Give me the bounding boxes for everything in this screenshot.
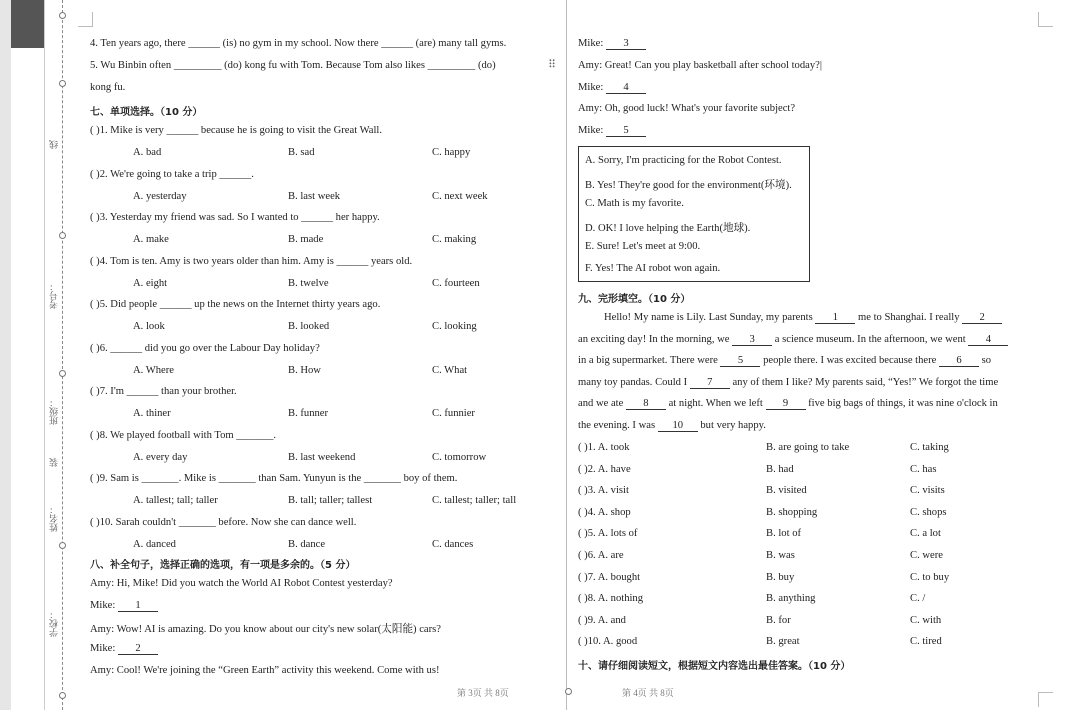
speaker-label: Mike:: [90, 643, 118, 654]
question-stem: ( )6. ______ did you go over the Labour Day holiday?: [90, 342, 320, 354]
option-item: A. Sorry, I'm practicing for the Robot Contest.: [585, 155, 782, 166]
answer-option-c[interactable]: C. next week: [432, 190, 488, 202]
answer-option-a[interactable]: A. danced: [133, 538, 176, 550]
dialog-line: [90, 643, 158, 655]
page-divider: [566, 0, 567, 710]
dashed-cut-line: [62, 0, 63, 710]
binding-gutter: [44, 0, 75, 710]
passage-text: the evening. I was: [578, 420, 658, 431]
question-stem: ( )3. Yesterday my friend was sad. So I wanted to ______ her happy.: [90, 212, 380, 223]
cloze-option-c[interactable]: C. a lot: [910, 528, 941, 540]
cloze-option-a[interactable]: ( )1. A. took: [578, 442, 630, 453]
answer-blank[interactable]: 2: [962, 312, 1002, 324]
passage-text: Hello! My name is Lily. Last Sunday, my parents: [604, 312, 816, 323]
answer-option-a[interactable]: A. bad: [133, 147, 162, 158]
answer-blank[interactable]: 4: [606, 82, 646, 94]
answer-blank[interactable]: 1: [815, 312, 855, 324]
section-7-title: 七、单项选择。（10 分）: [90, 107, 203, 118]
dialog-line: [578, 60, 822, 71]
answer-blank[interactable]: 5: [606, 125, 646, 137]
answer-option-b[interactable]: B. funner: [288, 408, 329, 419]
question-stem: ( )10. Sarah couldn't _______ before. Now she can dance well.: [90, 516, 357, 528]
question-stem: ( )4. Tom is ten. Amy is two years older than him. Amy is ______ years old.: [90, 255, 413, 267]
passage-text: in a big supermarket. There were: [578, 355, 721, 367]
cloze-option-a[interactable]: ( )6. A. are: [578, 550, 624, 561]
answer-option-a[interactable]: A. yesterday: [133, 190, 187, 202]
answer-blank[interactable]: 4: [968, 334, 1008, 346]
passage-line: [578, 420, 766, 432]
gutter-label-class: 班级：: [49, 398, 59, 425]
answer-option-b[interactable]: B. last weekend: [288, 451, 356, 463]
option-item: C. Math is my favorite.: [585, 198, 684, 209]
cloze-option-b[interactable]: B. lot of: [766, 528, 802, 540]
passage-text: me to Shanghai. I really: [855, 312, 963, 323]
gutter-dot-icon: [59, 12, 66, 19]
text-cursor: |: [819, 60, 822, 71]
answer-option-c[interactable]: C. happy: [432, 147, 471, 158]
section-10-title: 十、请仔细阅读短文，根据短文内容选出最佳答案。（10 分）: [578, 661, 851, 672]
cloze-option-a[interactable]: ( )7. A. bought: [578, 571, 641, 583]
section-9-title: 九、完形填空。（10 分）: [578, 294, 691, 305]
answer-option-b[interactable]: B. How: [288, 364, 321, 376]
answer-blank[interactable]: 8: [626, 398, 666, 410]
dialog-line: Amy: Wow! AI is amazing. Do you know about our city's new solar(太阳能) cars?: [90, 624, 441, 635]
answer-option-c[interactable]: C. making: [432, 234, 477, 245]
answer-blank[interactable]: 3: [732, 334, 772, 346]
gutter-label-school: 学校：: [49, 610, 59, 637]
cloze-option-b[interactable]: B. great: [766, 636, 800, 648]
cloze-option-c[interactable]: C. has: [910, 463, 937, 475]
passage-text: people there. I was excited because there: [760, 355, 940, 367]
cloze-option-c[interactable]: C. visits: [910, 485, 945, 497]
passage-text: but very happy.: [697, 420, 766, 431]
answer-option-c[interactable]: C. funnier: [432, 408, 475, 419]
question-stem: ( )8. We played football with Tom _______.: [90, 429, 277, 441]
page-number: 第 4页 共 8页: [622, 688, 674, 698]
question-stem: ( )7. I'm ______ than your brother.: [90, 386, 237, 397]
answer-option-b[interactable]: B. dance: [288, 538, 326, 550]
cloze-option-a[interactable]: ( )4. A. shop: [578, 506, 631, 518]
cloze-option-c[interactable]: C. with: [910, 614, 942, 626]
answer-option-a[interactable]: A. eight: [133, 277, 168, 289]
answer-blank[interactable]: 3: [606, 38, 646, 50]
answer-option-c[interactable]: C. looking: [432, 321, 477, 332]
answer-option-a[interactable]: A. make: [133, 234, 169, 245]
passage-line: [578, 334, 1008, 346]
passage-line: [578, 312, 1002, 324]
dialog-line: Amy: Oh, good luck! What's your favorite subject?: [578, 103, 796, 114]
passage-text: at night. When we left: [665, 398, 766, 410]
passage-text: an exciting day! In the morning, we: [578, 333, 733, 345]
page-4: [570, 0, 1050, 710]
answer-blank[interactable]: 6: [939, 355, 979, 367]
cloze-option-c[interactable]: C. /: [910, 593, 926, 605]
cloze-option-c[interactable]: C. shops: [910, 506, 947, 518]
passage-text: many toy pandas. Could I: [578, 376, 690, 388]
cloze-option-b[interactable]: B. had: [766, 463, 794, 475]
gutter-label-exam-number: 考号：: [49, 282, 59, 309]
exercise-line: 4. Ten years ago, there ______ (is) no gym in my school. Now there ______ (are) many tall gyms.: [90, 38, 507, 49]
answer-option-c[interactable]: C. dances: [432, 538, 474, 550]
gutter-label-name: 姓名：: [49, 505, 59, 532]
cloze-option-b[interactable]: B. was: [766, 550, 795, 561]
page-join-dot-icon: [565, 688, 572, 695]
page-3: [90, 0, 560, 710]
cloze-option-b[interactable]: B. are going to take: [766, 442, 850, 453]
passage-text: five big bags of things, it was nine o'clock in: [805, 398, 998, 410]
answer-option-a[interactable]: A. every day: [133, 451, 188, 463]
answer-option-c[interactable]: C. What: [432, 364, 468, 376]
question-stem: ( )2. We're going to take a trip ______.: [90, 168, 254, 180]
dialog-line: [578, 125, 646, 137]
answer-option-b[interactable]: B. tall; taller; tallest: [288, 495, 373, 506]
cloze-option-a[interactable]: ( )8. A. nothing: [578, 593, 644, 605]
gutter-dot-icon: [59, 692, 66, 699]
answer-option-a[interactable]: A. tallest; tall; taller: [133, 495, 218, 506]
cloze-option-c[interactable]: C. to buy: [910, 571, 950, 583]
answer-option-b[interactable]: B. made: [288, 234, 324, 245]
answer-option-c[interactable]: C. tallest; taller; tall: [432, 495, 517, 506]
cloze-option-b[interactable]: B. shopping: [766, 506, 818, 518]
gutter-label-bind: 装: [49, 458, 59, 467]
dialog-line: [90, 600, 158, 612]
answer-blank[interactable]: 1: [118, 600, 158, 612]
dialog-line: [578, 38, 646, 50]
passage-text: any of them I like? My parents said, “Yes!” We forgot the time: [729, 376, 999, 388]
gutter-dot-icon: [59, 542, 66, 549]
cloze-option-a[interactable]: ( )5. A. lots of: [578, 528, 638, 540]
answer-blank[interactable]: 7: [690, 377, 730, 389]
answer-option-b[interactable]: B. twelve: [288, 277, 329, 289]
option-item: D. OK! I love helping the Earth(地球).: [585, 223, 751, 234]
cloze-option-b[interactable]: B. visited: [766, 485, 807, 497]
cloze-option-a[interactable]: ( )3. A. visit: [578, 485, 629, 497]
options-box: [578, 146, 810, 282]
answer-option-a[interactable]: A. look: [133, 321, 165, 332]
passage-line: [578, 377, 998, 389]
answer-option-b[interactable]: B. sad: [288, 147, 315, 158]
passage-text: a science museum. In the afternoon, we went: [772, 333, 969, 345]
speaker-label: Mike:: [578, 82, 606, 93]
scroll-region-light: [11, 48, 44, 710]
question-stem: ( )5. Did people ______ up the news on the Internet thirty years ago.: [90, 299, 381, 310]
speaker-label: Mike:: [578, 38, 606, 49]
answer-option-b[interactable]: B. looked: [288, 321, 330, 332]
dialog-text: Amy: Great! Can you play basketball after school today?: [578, 60, 820, 71]
gutter-dot-icon: [59, 370, 66, 377]
answer-option-a[interactable]: A. thiner: [133, 408, 171, 419]
exercise-line: 5. Wu Binbin often _________ (do) kong fu with Tom. Because Tom also likes _________ (do): [90, 60, 496, 71]
answer-blank[interactable]: 2: [118, 643, 158, 655]
gutter-label-line: 线: [49, 140, 59, 149]
exercise-line: kong fu.: [90, 82, 126, 93]
page-number: 第 3页 共 8页: [457, 688, 509, 698]
cloze-option-b[interactable]: B. buy: [766, 571, 795, 583]
answer-option-c[interactable]: C. tomorrow: [432, 451, 487, 463]
answer-option-a[interactable]: A. Where: [133, 364, 174, 376]
dialog-line: Amy: Hi, Mike! Did you watch the World AI Robot Contest yesterday?: [90, 578, 393, 589]
cloze-option-b[interactable]: B. anything: [766, 593, 816, 605]
left-margin-bar: [0, 0, 44, 710]
cloze-option-c[interactable]: C. taking: [910, 442, 949, 453]
option-item: F. Yes! The AI robot won again.: [585, 263, 721, 274]
cloze-option-c[interactable]: C. were: [910, 550, 943, 561]
cloze-option-a[interactable]: ( )10. A. good: [578, 636, 638, 648]
passage-line: [578, 398, 998, 410]
dialog-line: [578, 82, 646, 94]
speaker-label: Mike:: [578, 125, 606, 136]
speaker-label: Mike:: [90, 600, 118, 611]
cloze-option-c[interactable]: C. tired: [910, 636, 942, 648]
dialog-line: Amy: Cool! We're joining the “Green Earth” activity this weekend. Come with us!: [90, 665, 440, 676]
question-stem: ( )9. Sam is _______. Mike is _______ than Sam. Yunyun is the _______ boy of them.: [90, 473, 458, 484]
option-item: E. Sure! Let's meet at 9:00.: [585, 241, 701, 252]
question-stem: ( )1. Mike is very ______ because he is going to visit the Great Wall.: [90, 125, 382, 136]
gutter-dot-icon: [59, 80, 66, 87]
answer-blank[interactable]: 10: [658, 420, 698, 432]
cloze-option-b[interactable]: B. for: [766, 614, 791, 626]
passage-line: [578, 355, 991, 367]
scroll-region-dark: [11, 0, 44, 48]
answer-blank[interactable]: 5: [720, 355, 760, 367]
answer-blank[interactable]: 9: [766, 398, 806, 410]
answer-option-c[interactable]: C. fourteen: [432, 277, 480, 289]
passage-text: so: [979, 355, 992, 367]
option-item: B. Yes! They're good for the environment(环境).: [585, 180, 792, 191]
passage-text: and we ate: [578, 398, 626, 410]
answer-option-b[interactable]: B. last week: [288, 190, 341, 202]
drag-handle-icon[interactable]: ⠿: [548, 59, 557, 71]
cloze-option-a[interactable]: ( )2. A. have: [578, 463, 631, 475]
cloze-option-a[interactable]: ( )9. A. and: [578, 614, 626, 626]
gutter-dot-icon: [59, 232, 66, 239]
section-8-title: 八、补全句子，选择正确的选项，有一项是多余的。（5 分）: [90, 560, 356, 571]
